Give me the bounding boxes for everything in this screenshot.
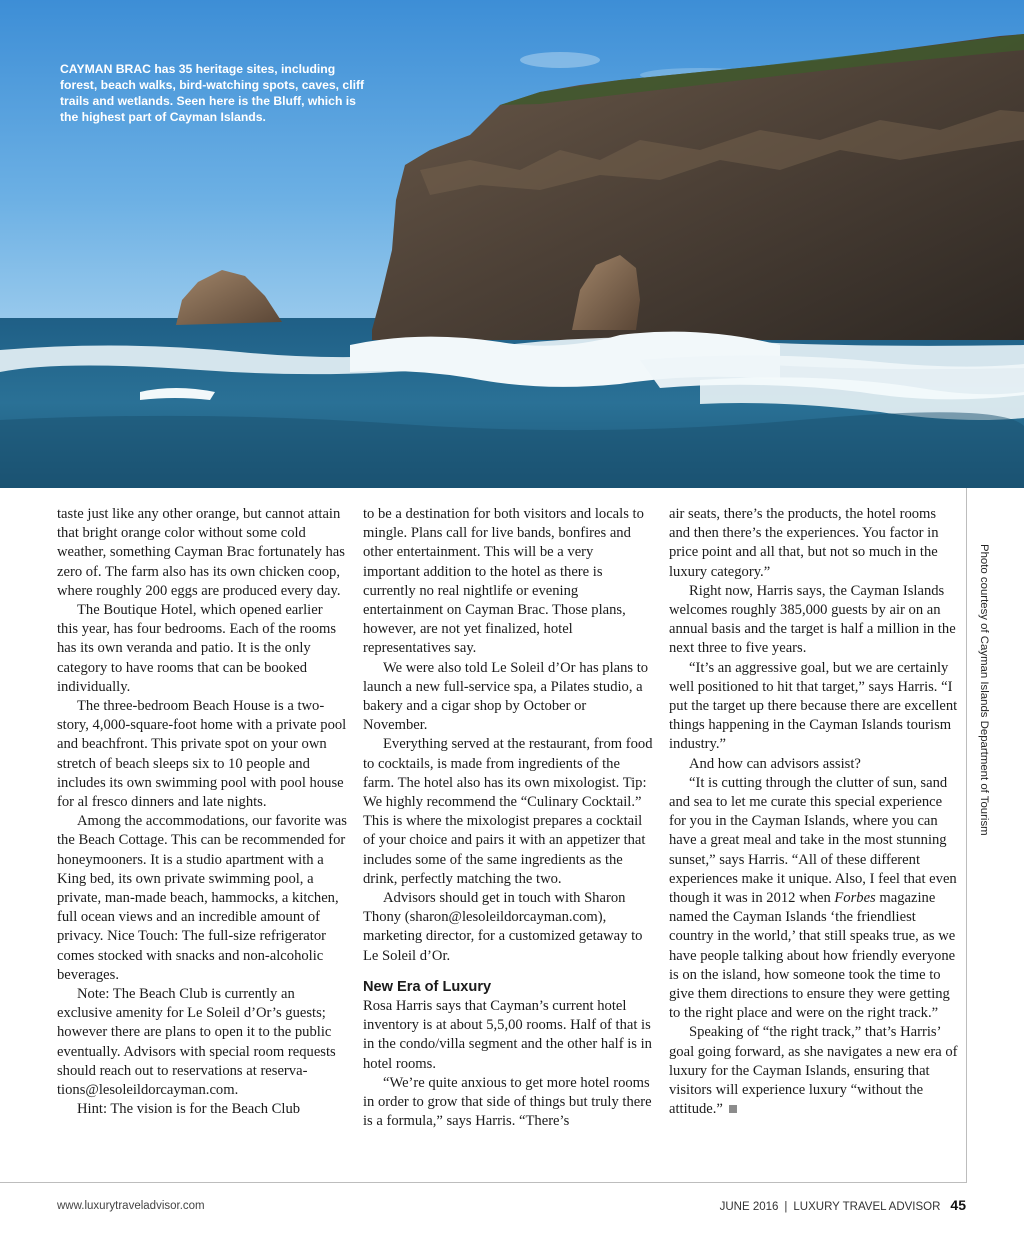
quote-text: “It is cutting through the clutter of sun, sand and sea to let me curate this special experience for you in the Cayman Islands, where you can have a great meal and take in the most stunning sunset,” says Harris. “All of these different experiences make it unique. Also, I feel that even though it was in 2012 when bbox=[669, 774, 957, 907]
paragraph: taste just like any other orange, but cannot attain that bright orange color without some cold weather, something Cayman Brac fortunately has zero of. The farm also has its own chicken coop, where roughly 200 eggs are produced every day. bbox=[57, 506, 345, 599]
article-column-3 bbox=[669, 505, 959, 1120]
photo-credit-text: Photo courtesy of Cayman Islands Department of Tourism bbox=[978, 544, 990, 836]
paragraph: The three-bedroom Beach House is a two-story, 4,000-square-foot home with a private pool and beachfront. This private spot on your own stretch of beach sleeps six to 10 people and includes its own swimming pool with pool house for al fresco dinners and late nights. bbox=[57, 698, 347, 811]
magazine-name: LUXURY TRAVEL ADVISOR bbox=[793, 1201, 941, 1213]
closing-text: Speaking of “the right track,” that’s Harris’ goal going forward, as she navigates a new era of luxury for the Cayman Islands, ensuring that visitors will experience luxury “without the attitude.” bbox=[669, 1024, 958, 1118]
paragraph: Among the accommodations, our favorite was the Beach Cottage. This can be recommended for honeymooners. It is a studio apartment with a King bed, its own private swimming pool, a private, man-made beach, hammocks, a kitchen, full ocean views and an incredible amount of privacy. Nice Touch: The full-size refrigerator comes stocked with snacks and non-alcoholic beverages. bbox=[57, 813, 347, 983]
article-column-1 bbox=[57, 505, 347, 1120]
paragraph: “It’s an aggressive goal, but we are certainly well positioned to hit that target,” says Harris. “I put the target up there because there are excellent things happening in the Cayman Islands tourism industry.” bbox=[669, 659, 958, 753]
section-heading: New Era of Luxury bbox=[363, 978, 492, 995]
paragraph: to be a destination for both visitors and locals to mingle. Plans call for live bands, bonfires and other entertainment. This will be a very important addition to the hotel as there is currently no real nightlife or evening entertainment on Cayman Brac. Those plans, however, are not yet finalized, hotel representatives say. bbox=[363, 506, 644, 657]
paragraph bbox=[669, 1023, 959, 1119]
paragraph: The Boutique Hotel, which opened earlier this year, has four bedrooms. Each of the rooms has its own veranda and patio. It is the only category to have rooms that can be booked individually. bbox=[57, 602, 337, 695]
paragraph: Hint: The vision is for the Beach Club bbox=[77, 1101, 301, 1118]
issue-date: JUNE 2016 bbox=[719, 1201, 779, 1213]
footer-rule bbox=[0, 1182, 966, 1183]
paragraph: Advisors should get in touch with Sharon Thony (sharon@lesoleildorcayman.com), marketing director, for a customized getaway to Le Soleil d’Or. bbox=[363, 890, 643, 964]
photo-credit bbox=[976, 544, 992, 844]
footer-folio bbox=[720, 1197, 966, 1213]
article-column-2 bbox=[363, 505, 653, 1132]
paragraph: We were also told Le Soleil d’Or has plans to launch a new full-service spa, a Pilates studio, a bakery and a cigar shop by October or November. bbox=[363, 659, 649, 734]
paragraph: Note: The Beach Club is currently an exclusive amenity for Le Soleil d’Or’s guests; however there are plans to open it to the public eventually. Advisors with special room requests should reach out to reservations at reservations@lesoleildorcayman.com. bbox=[57, 986, 336, 1099]
paragraph: air seats, there’s the products, the hotel rooms and then there’s the experiences. You factor in price point and all that, but not so much in the luxury category.” bbox=[669, 506, 939, 580]
photo-caption: CAYMAN BRAC has 35 heritage sites, including forest, beach walks, bird-watching spots, caves, cliff trails and wetlands. Seen here is the Bluff, which is the highest part of Cayman Islands. bbox=[60, 62, 365, 124]
quote-text: magazine named the Cayman Islands ‘the friendliest country in the world,’ that still speaks true, as we have people talking about how friendly everyone is on the island, how someone took the time to give them directions to ensure they were getting to the right place and were on the right track.” bbox=[669, 890, 956, 1022]
paragraph: Everything served at the restaurant, from food to cocktails, is made from ingredients of the farm. The hotel also has its own mixologist. Tip: We highly recommend the “Culinary Cocktail.” This is where the mixologist prepares a cocktail of your choice and pairs it with an appetizer that includes some of the same ingredients as the drink, perfectly matching the two. bbox=[363, 736, 653, 887]
footer-separator: | bbox=[784, 1201, 788, 1213]
footer-url: www.luxurytraveladvisor.com bbox=[57, 1200, 205, 1212]
paragraph bbox=[669, 774, 959, 1024]
end-mark-icon bbox=[729, 1105, 737, 1113]
magazine-title: Forbes bbox=[834, 890, 876, 907]
paragraph: And how can advisors assist? bbox=[689, 755, 861, 772]
page-number: 45 bbox=[950, 1197, 966, 1213]
paragraph: “We’re quite anxious to get more hotel rooms in order to grow that side of things but truly there is a formula,” says Harris. “There’s bbox=[363, 1074, 652, 1130]
vertical-rule bbox=[966, 488, 967, 1183]
paragraph: Right now, Harris says, the Cayman Islands welcomes roughly 385,000 guests by air on an annual basis and the target is half a million in the next three to five years. bbox=[669, 582, 956, 657]
paragraph: Rosa Harris says that Cayman’s current hotel inventory is at about 5,5,00 rooms. Half of that is in the condo/villa segment and the other half is in hotel rooms. bbox=[363, 998, 652, 1072]
hero-photo bbox=[0, 0, 1024, 488]
